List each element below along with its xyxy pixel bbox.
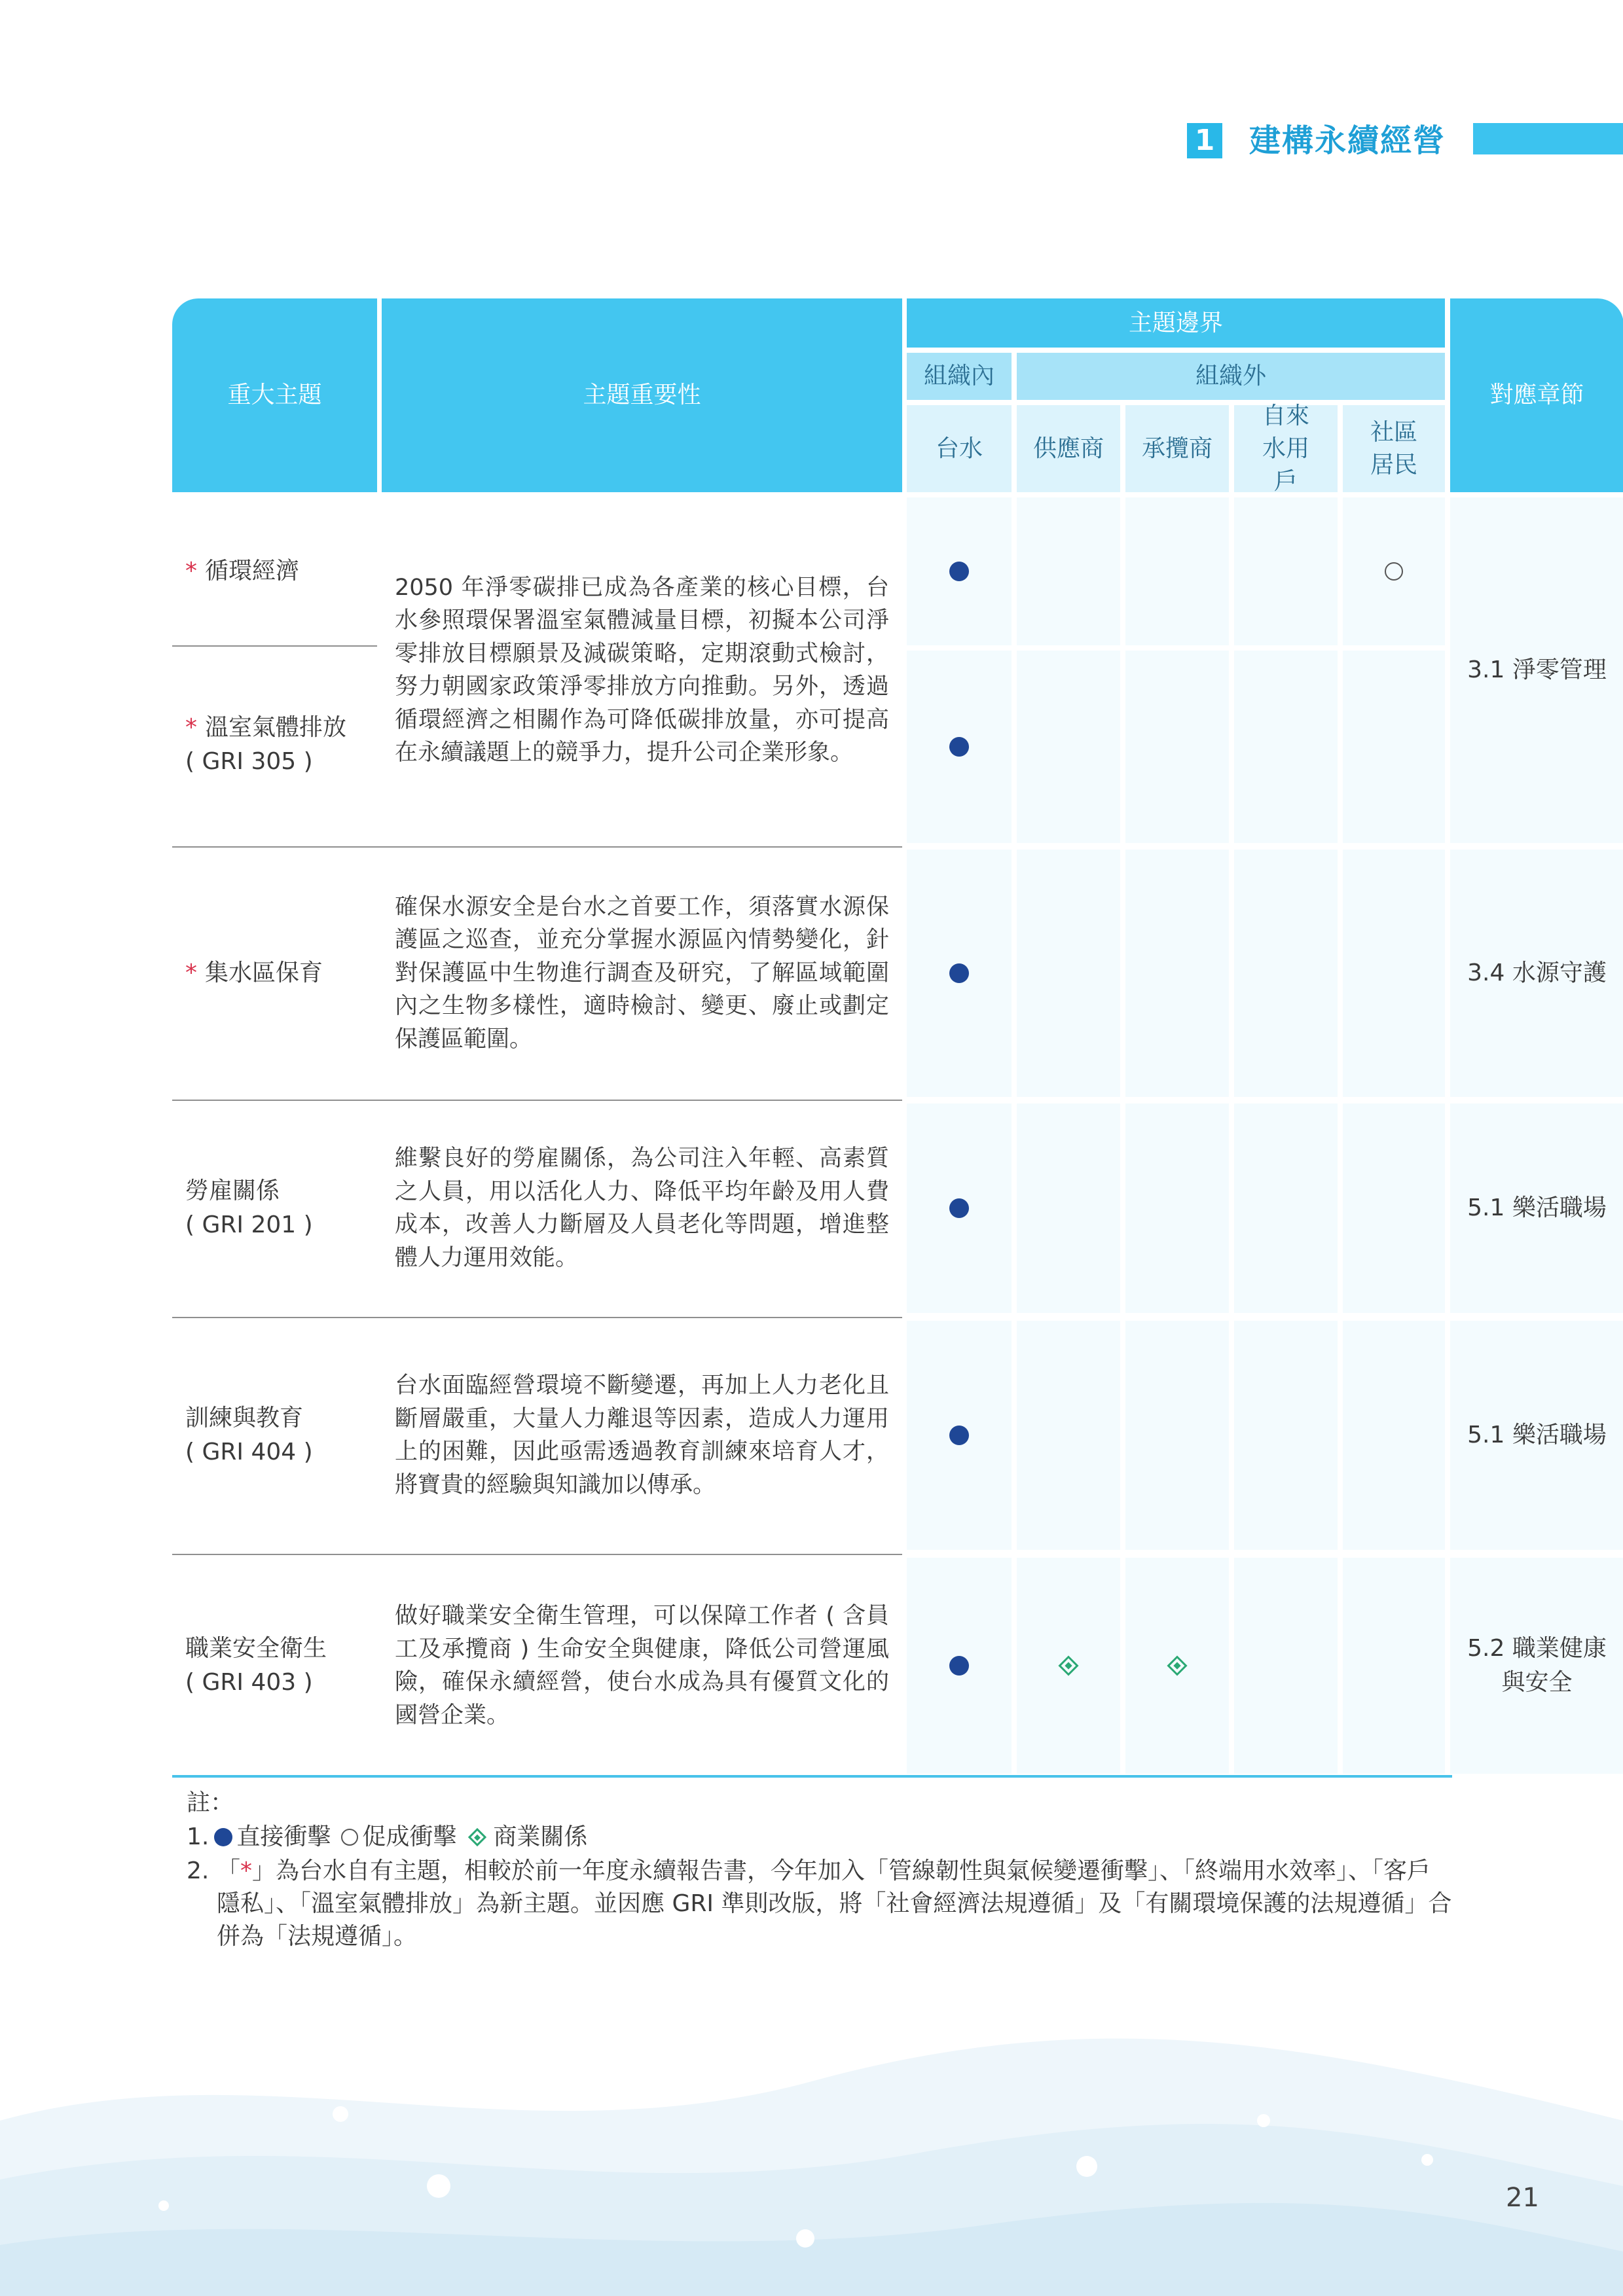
mark-cell xyxy=(1234,1321,1338,1550)
direct-impact-dot xyxy=(949,1198,969,1218)
mark-cell xyxy=(1017,497,1120,645)
header-users: 自來水用戶 xyxy=(1234,405,1338,492)
header-topic: 重大主題 xyxy=(172,298,377,492)
mark-cell xyxy=(1343,1558,1445,1774)
chapter-ref: 5.1 樂活職場 xyxy=(1450,1103,1623,1313)
mark-cell xyxy=(1234,850,1338,1097)
header-taiwater: 台水 xyxy=(907,405,1012,492)
chapter-ref: 5.1 樂活職場 xyxy=(1450,1321,1623,1550)
mark-cell xyxy=(1343,1321,1445,1550)
chapter-ref: 3.1 淨零管理 xyxy=(1450,497,1623,843)
importance-text: 維繫良好的勞雇關係，為公司注入年輕、高素質之人員，用以活化人力、降低平均年齡及用人費成本，改善人力斷層及人員老化等問題，增進整體人力運用效能。 xyxy=(395,1145,889,1271)
mark-cell xyxy=(1017,850,1120,1097)
mark-cell xyxy=(907,497,1012,645)
header-external: 組織外 xyxy=(1017,353,1445,400)
mark-cell xyxy=(1343,1103,1445,1313)
chapter-ref: 5.2 職業健康 與安全 xyxy=(1450,1558,1623,1774)
mark-cell xyxy=(1017,1558,1120,1774)
mark-cell xyxy=(1125,1103,1229,1313)
note-1-legend: 1. 直接衝擊 促成衝擊 商業關係 xyxy=(187,1823,588,1850)
importance-text: 台水面臨經營環境不斷變遷，再加上人力老化且斷層嚴重，大量人力離退等因素，造成人力運用上的困難，因此亟需透過教育訓練來培育人才，將寶貴的經驗與知識加以傳承。 xyxy=(395,1372,889,1498)
mark-cell xyxy=(1234,1103,1338,1313)
direct-impact-dot xyxy=(949,737,969,757)
mark-cell xyxy=(1125,497,1229,645)
mark-cell xyxy=(1125,850,1229,1097)
chapter-ref: 3.4 水源守護 xyxy=(1450,850,1623,1097)
business-relation-diamond xyxy=(1167,1655,1187,1676)
mark-cell xyxy=(907,651,1012,843)
header-contractor: 承攬商 xyxy=(1125,405,1229,492)
topic-ghg-emissions: * 溫室氣體排放 ( GRI 305 ) xyxy=(185,714,347,775)
mark-cell xyxy=(1017,1103,1120,1313)
header-internal: 組織內 xyxy=(907,353,1012,400)
topic-labor-relations: 勞雇關係 ( GRI 201 ) xyxy=(185,1177,313,1238)
contributing-impact-circle xyxy=(1385,562,1403,581)
legend-indirect-circle xyxy=(341,1829,358,1846)
mark-cell xyxy=(1125,1321,1229,1550)
topic-watershed-conservation: * 集水區保育 xyxy=(185,960,323,986)
chapter-title: 建構永續經營 xyxy=(1249,122,1446,159)
mark-cell xyxy=(1125,651,1229,843)
direct-impact-dot xyxy=(949,963,969,983)
topic-occupational-safety: 職業安全衛生 ( GRI 403 ) xyxy=(185,1635,327,1696)
header-accent-bar xyxy=(1473,123,1623,154)
direct-impact-dot xyxy=(949,562,969,581)
mark-cell xyxy=(907,1103,1012,1313)
table-bottom-rule xyxy=(172,1775,1452,1778)
importance-text: 做好職業安全衛生管理，可以保障工作者 ( 含員工及承攬商 ) 生命安全與健康，降低公司營運風險，確保永續經營，使台水成為具有優質文化的國營企業。 xyxy=(395,1603,889,1729)
mark-cell xyxy=(907,1321,1012,1550)
importance-text: 確保水源安全是台水之首要工作，須落實水源保護區之巡查，並充分掌握水源區內情勢變化，針對保護區中生物進行調查及研究，了解區域範圍內之生物多樣性，適時檢討、變更、廢止或劃定保護區範圍。 xyxy=(395,893,889,1052)
header-community: 社區居民 xyxy=(1343,405,1445,492)
mark-cell xyxy=(1343,497,1445,645)
header-supplier: 供應商 xyxy=(1017,405,1120,492)
row-divider xyxy=(172,1554,902,1555)
row-divider xyxy=(172,1100,902,1101)
mark-cell xyxy=(907,850,1012,1097)
header-chapter: 對應章節 xyxy=(1450,298,1623,492)
direct-impact-dot xyxy=(949,1426,969,1445)
mark-cell xyxy=(907,1558,1012,1774)
legend-direct-dot xyxy=(214,1828,232,1846)
mark-cell xyxy=(1125,1558,1229,1774)
direct-impact-dot xyxy=(949,1656,969,1676)
mark-cell xyxy=(1017,651,1120,843)
notes-label: 註： xyxy=(187,1789,234,1816)
row-divider xyxy=(172,1317,902,1318)
decorative-wave-background xyxy=(0,1964,1623,2296)
legend-business-diamond xyxy=(468,1828,486,1846)
chapter-number-badge: 1 xyxy=(1187,123,1222,158)
row-divider xyxy=(172,846,902,848)
business-relation-diamond xyxy=(1058,1655,1078,1676)
header-boundary: 主題邊界 xyxy=(907,298,1445,348)
page-number: 21 xyxy=(1506,2183,1539,2213)
mark-cell xyxy=(1343,651,1445,843)
importance-text: 2050 年淨零碳排已成為各產業的核心目標，台水參照環保署溫室氣體減量目標，初擬本公司淨零排放目標願景及減碳策略，定期滾動式檢討，努力朝國家政策淨零排放方向推動。另外，透過循環經濟之相關作為可降低碳排放量，亦可提高在永續議題上的競爭力，提升公司企業形象。 xyxy=(395,574,889,766)
mark-cell xyxy=(1017,1321,1120,1550)
topic-training-education: 訓練與教育 ( GRI 404 ) xyxy=(185,1405,313,1465)
mark-cell xyxy=(1343,850,1445,1097)
topic-circular-economy: * 循環經濟 xyxy=(185,558,300,584)
mark-cell xyxy=(1234,497,1338,645)
mark-cell xyxy=(1234,651,1338,843)
header-importance: 主題重要性 xyxy=(382,298,902,492)
mark-cell xyxy=(1234,1558,1338,1774)
